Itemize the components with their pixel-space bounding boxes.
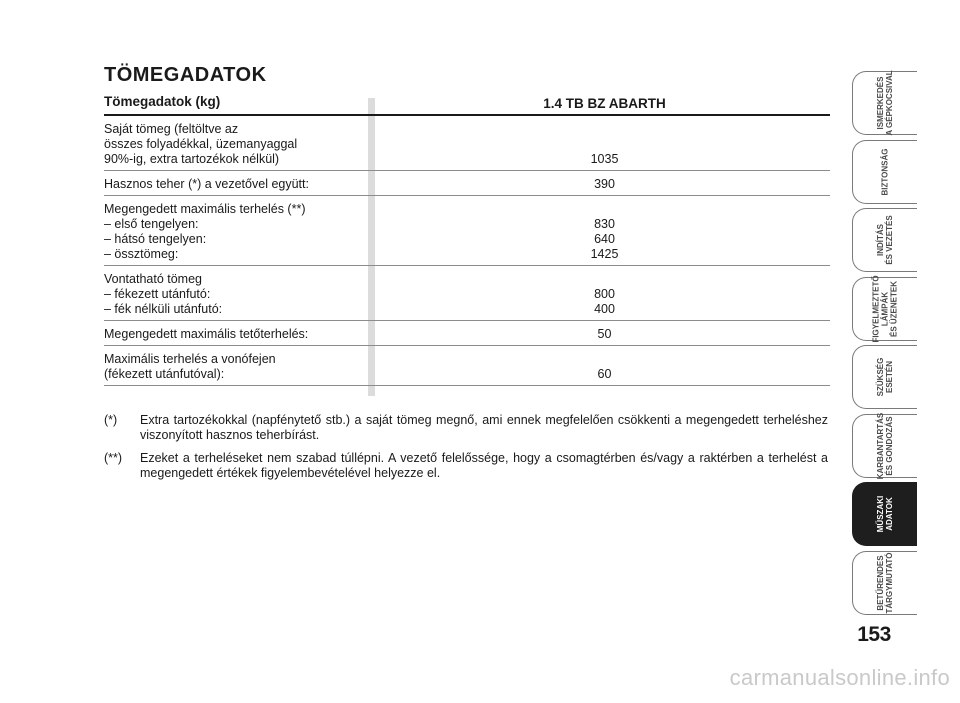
row-label-line: (fékezett utánfutóval): — [104, 367, 225, 381]
row-value — [368, 177, 830, 192]
row-value — [368, 287, 830, 317]
row-value-line: 400 — [594, 302, 615, 316]
row-value-line: 390 — [594, 177, 615, 191]
row-label-line: – első tengelyen: — [104, 217, 199, 231]
row-label-line: Megengedett maximális terhelés (**) — [104, 202, 306, 216]
row-label — [104, 272, 368, 317]
weights-table — [104, 94, 830, 386]
chapter-tab-label: INDÍTÁS ÉS VEZETÉS — [876, 215, 894, 265]
footnote — [104, 413, 828, 443]
footnote-text: Ezeket a terheléseket nem szabad túllépni. A vezető felelőssége, hogy a csomagtérben és/vagy a raktérben a terhelést a megengedett értékek figyelembevételével helyezze el. — [140, 451, 828, 480]
chapter-tab-label: ISMERKEDÉS A GÉPKOCSIVAL — [876, 70, 894, 136]
row-value — [368, 217, 830, 262]
footnote-mark: (**) — [104, 451, 123, 465]
chapter-tab[interactable] — [852, 208, 917, 272]
chapter-tab-label: FIGYELMEZTETŐ LÁMPÁK ÉS ÜZENETEK — [871, 274, 899, 343]
row-value-line: 1425 — [590, 247, 619, 261]
chapter-tab[interactable] — [852, 482, 917, 546]
table-body — [104, 116, 830, 386]
row-label-line: Hasznos teher (*) a vezetővel együtt: — [104, 177, 309, 191]
row-label — [104, 122, 368, 167]
table-row — [104, 266, 830, 321]
table-row — [104, 196, 830, 266]
table-header-model: 1.4 TB BZ ABARTH — [543, 96, 666, 111]
row-label-line: – fék nélküli utánfutó: — [104, 302, 223, 316]
chapter-tab-label: BIZTONSÁG — [880, 148, 890, 195]
chapter-tab[interactable] — [852, 71, 917, 135]
row-label-line: Vontatható tömeg — [104, 272, 202, 286]
table-row — [104, 171, 830, 196]
row-label-line: Saját tömeg (feltöltve az — [104, 122, 239, 136]
footnote-text: Extra tartozékokkal (napfénytető stb.) a saját tömeg megnő, ami ennek megfelelően csökkenti a megengedett terheléshez viszonyított hasznos teherbírást. — [140, 413, 828, 442]
watermark: carmanualsonline.info — [729, 665, 950, 690]
row-value-line: 50 — [597, 327, 612, 341]
row-value-line: 830 — [594, 217, 615, 231]
row-label — [104, 327, 368, 342]
footnote-mark: (*) — [104, 413, 118, 427]
row-label-line: Maximális terhelés a vonófejen — [104, 352, 276, 366]
row-value — [368, 152, 830, 167]
chapter-tab-label: KARBANTARTÁS ÉS GONDOZÁS — [876, 412, 894, 479]
footnotes — [104, 413, 828, 489]
table-header — [104, 94, 830, 116]
chapter-tab-label: MŰSZAKI ADATOK — [876, 495, 894, 533]
row-label-line: 90%-ig, extra tartozékok nélkül) — [104, 152, 280, 166]
row-label-line: Megengedett maximális tetőterhelés: — [104, 327, 309, 341]
chapter-tab[interactable] — [852, 414, 917, 478]
table-row — [104, 321, 830, 346]
chapter-tab[interactable] — [852, 274, 917, 343]
footnote — [104, 451, 828, 481]
row-value-line: 60 — [597, 367, 612, 381]
row-value — [368, 367, 830, 382]
chapter-tab-label: BETŰRENDES TÁRGYMUTATÓ — [876, 551, 894, 614]
row-label-line: – fékezett utánfutó: — [104, 287, 211, 301]
row-label — [104, 202, 368, 262]
row-label-line: összes folyadékkal, üzemanyaggal — [104, 137, 298, 151]
page-number: 153 — [857, 623, 891, 646]
chapter-tab[interactable] — [852, 345, 917, 409]
row-label — [104, 352, 368, 382]
table-row — [104, 346, 830, 386]
row-label-line: – hátsó tengelyen: — [104, 232, 207, 246]
row-value-line: 800 — [594, 287, 615, 301]
row-label — [104, 177, 368, 192]
table-row — [104, 116, 830, 171]
row-value — [368, 327, 830, 342]
row-label-line: – össztömeg: — [104, 247, 179, 261]
page-title: TÖMEGADATOK — [104, 64, 267, 86]
row-value-line: 640 — [594, 232, 615, 246]
chapter-tab[interactable] — [852, 140, 917, 204]
row-value-line: 1035 — [590, 152, 619, 166]
table-header-label: Tömegadatok (kg) — [104, 94, 221, 109]
chapter-tab[interactable] — [852, 551, 917, 615]
chapter-tab-label: SZÜKSÉG ESETÉN — [876, 357, 894, 397]
